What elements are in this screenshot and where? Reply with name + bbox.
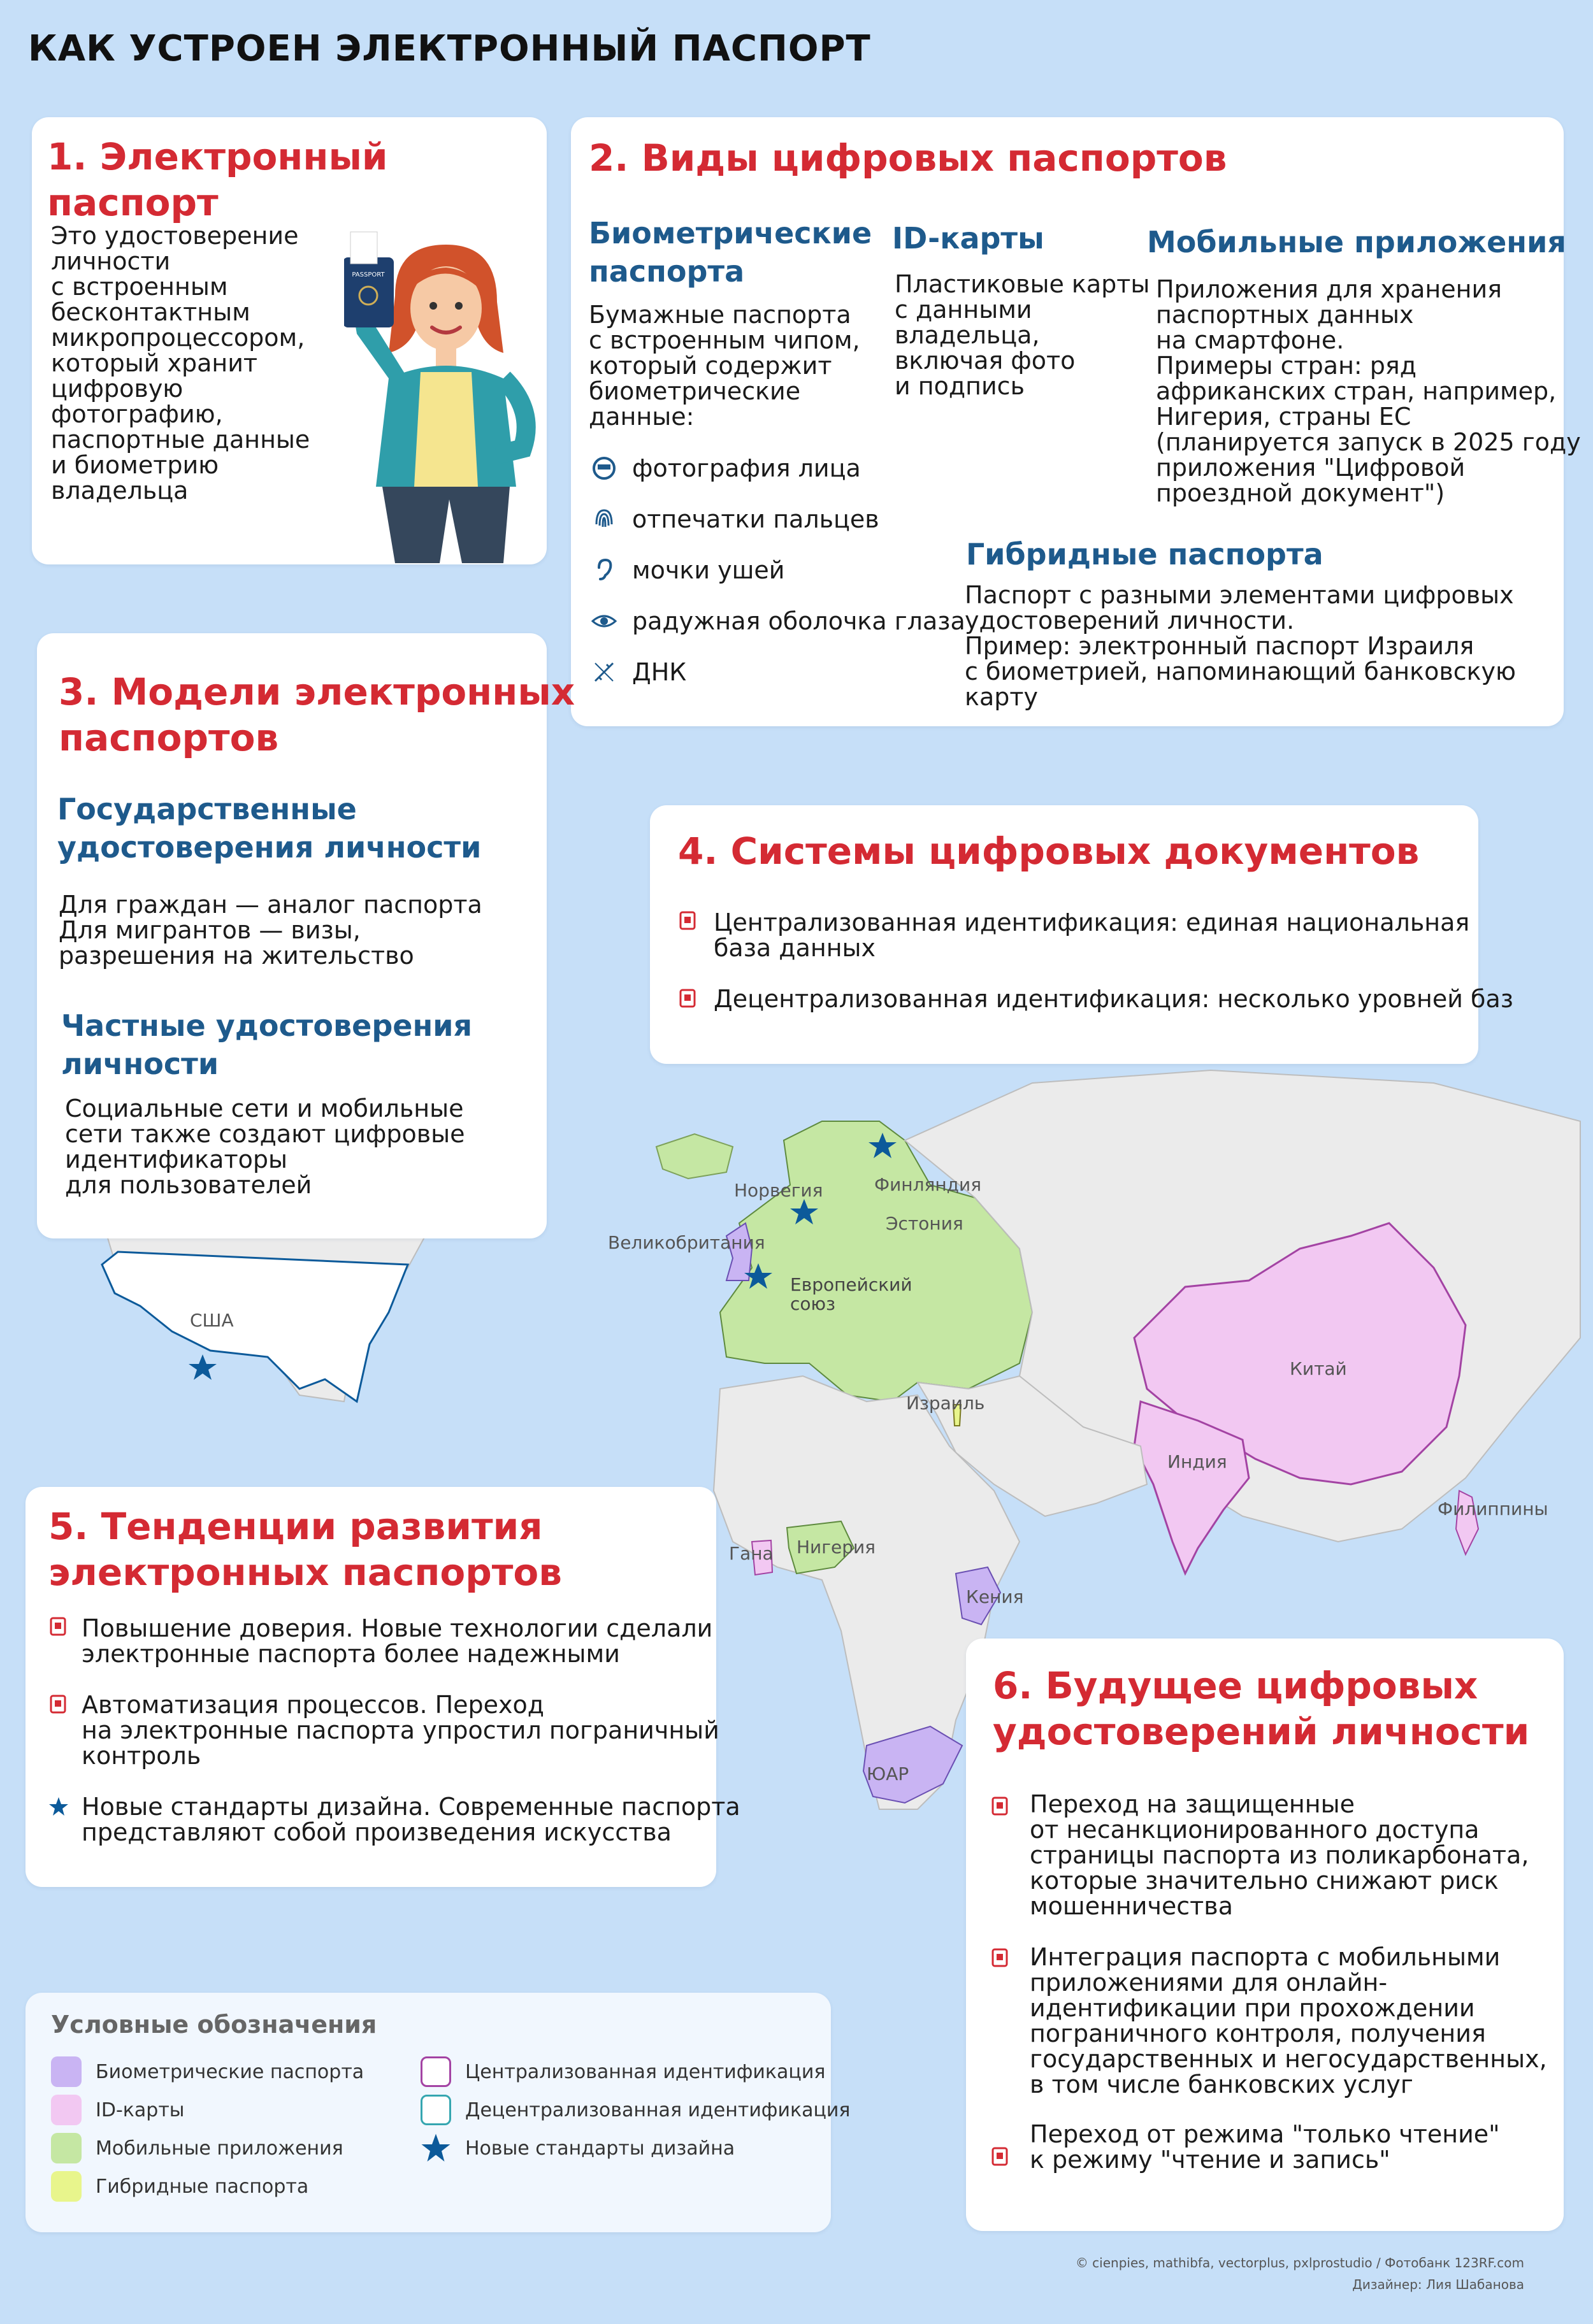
map-label-finland: Финляндия — [874, 1174, 982, 1195]
feature-fingerprint — [591, 503, 879, 535]
map-label-usa: США — [190, 1310, 234, 1331]
section-1-title: 1. Электронный паспорт — [47, 135, 388, 224]
id-cards-title: ID-карты — [892, 221, 1044, 255]
passport-cover-label: PASSPORT — [352, 271, 385, 278]
map-label-philippines: Филиппины — [1438, 1498, 1548, 1519]
map-label-nigeria: Нигерия — [796, 1537, 876, 1558]
map-label-estonia: Эстония — [886, 1213, 963, 1234]
document-icon — [991, 2147, 1008, 2166]
legend-label-id-cards: ID-карты — [96, 2098, 185, 2121]
mobile-apps-text: Приложения для хранения паспортных данных на смартфоне. Примеры стран: ряд африканских стран, например, Нигерия, страны ЕС (планируется запуск в 2025 году приложения "Цифровой проездной документ") — [1156, 275, 1581, 507]
legend-swatch-decentralized — [421, 2095, 451, 2125]
section-5-item-1: Повышение доверия. Новые технологии сделали электронные паспорта более надежными — [82, 1614, 713, 1668]
credit-designer: Дизайнер: Лия Шабанова — [1352, 2277, 1524, 2292]
face-icon — [591, 455, 617, 481]
map-label-china: Китай — [1290, 1358, 1347, 1379]
legend-label-hybrid: Гибридные паспорта — [96, 2175, 309, 2198]
id-cards-text: Пластиковые карты с данными владельца, включая фото и подпись — [895, 270, 1150, 400]
legend-item-decentralized — [421, 2095, 850, 2125]
private-id-title: Частные удостоверения личности — [61, 1008, 472, 1081]
legend-title: Условные обозначения — [51, 2011, 377, 2039]
section-6-title: 6. Будущее цифровых удостоверений личности — [993, 1664, 1530, 1753]
section-6-item-2: Интеграция паспорта с мобильными приложениями для онлайн- идентификации при прохождении пограничного контроля, получения государственных и негосударственных, в том числе банковских услуг — [1030, 1943, 1547, 2098]
legend-swatch-centralized — [421, 2056, 451, 2087]
map-label-india: Индия — [1167, 1451, 1227, 1472]
map-label-ghana: Гана — [729, 1543, 774, 1564]
biometric-passports-text: Бумажные паспорта с встроенным чипом, который содержит биометрические данные: — [589, 301, 860, 431]
map-label-israel: Израиль — [906, 1393, 985, 1414]
section-2-title: 2. Виды цифровых паспортов — [589, 136, 1227, 180]
star-icon — [421, 2133, 451, 2163]
feature-face — [591, 452, 861, 484]
section-1-text: Это удостоверение личности с встроенным бесконтактным микропроцессором, который хранит цифровую фотографию, паспортные данные и биометрию владельца — [51, 222, 310, 505]
document-icon — [679, 911, 696, 930]
section-5-item-3: Новые стандарты дизайна. Современные паспорта представляют собой произведения искусства — [82, 1793, 740, 1846]
credit-images: © cienpies, mathibfa, vectorplus, pxlprostudio / Фотобанк 123RF.com — [1075, 2255, 1524, 2270]
fingerprint-icon — [591, 506, 617, 532]
feature-eye-label: радужная оболочка глаза — [632, 607, 965, 635]
feature-eye — [591, 605, 965, 637]
feature-ear-label: мочки ушей — [632, 556, 785, 584]
legend-item-biometric — [51, 2056, 364, 2087]
legend-label-centralized: Централизованная идентификация — [465, 2060, 826, 2083]
feature-ear — [591, 554, 784, 586]
legend-item-centralized — [421, 2056, 825, 2087]
legend-swatch-biometric — [51, 2056, 82, 2087]
legend-swatch-mobile-apps — [51, 2133, 82, 2163]
biometric-passports-title: Биометрические паспорта — [589, 216, 872, 289]
document-icon — [50, 1695, 66, 1714]
usa-shape — [102, 1252, 408, 1402]
map-label-norway: Норвегия — [734, 1180, 823, 1201]
government-id-text: Для граждан — аналог паспорта Для мигрантов — визы, разрешения на жительство — [59, 891, 482, 970]
feature-dna-label: ДНК — [632, 658, 687, 686]
feature-fingerprint-label: отпечатки пальцев — [632, 505, 879, 533]
legend-label-decentralized: Децентрализованная идентификация — [465, 2098, 851, 2121]
document-icon — [991, 1948, 1008, 1967]
section-6-item-1: Переход на защищенные от несанкционированного доступа страницы паспорта из поликарбоната, которые значительно снижают риск мошенничества — [1030, 1790, 1529, 1920]
section-5-title: 5. Тенденции развития электронных паспортов — [48, 1505, 562, 1594]
hybrid-passports-title: Гибридные паспорта — [966, 537, 1323, 571]
star-icon — [48, 1797, 69, 1817]
dna-icon — [591, 659, 617, 685]
iceland-shape — [656, 1134, 733, 1179]
mobile-apps-title: Мобильные приложения — [1147, 225, 1566, 259]
legend-swatch-hybrid — [51, 2171, 82, 2202]
document-icon — [50, 1617, 66, 1636]
eye-icon — [591, 608, 617, 634]
document-icon — [679, 989, 696, 1008]
page-title: КАК УСТРОЕН ЭЛЕКТРОННЫЙ ПАСПОРТ — [28, 28, 871, 69]
feature-dna — [591, 656, 686, 688]
legend-item-design-standards — [421, 2133, 735, 2163]
section-6-item-3: Переход от режима "только чтение" к режиму "чтение и запись" — [1030, 2120, 1500, 2174]
legend-label-biometric: Биометрические паспорта — [96, 2060, 364, 2083]
section-5-item-2: Автоматизация процессов. Переход на электронные паспорта упростил пограничный контроль — [82, 1691, 719, 1770]
map-label-uk: Великобритания — [608, 1232, 765, 1253]
section-4-item-1: Централизованная идентификация: единая национальная база данных — [714, 908, 1470, 962]
star-usa — [189, 1354, 217, 1380]
document-icon — [991, 1797, 1008, 1816]
legend-label-mobile-apps: Мобильные приложения — [96, 2137, 343, 2160]
section-3-title: 3. Модели электронных паспортов — [59, 670, 575, 759]
legend-label-design-standards: Новые стандарты дизайна — [465, 2137, 735, 2160]
legend-item-hybrid — [51, 2171, 308, 2202]
section-4-item-2: Децентрализованная идентификация: несколько уровней баз — [714, 985, 1513, 1013]
legend-item-mobile-apps — [51, 2133, 343, 2163]
card-electronic-passport — [32, 117, 547, 564]
woman-with-passport-illustration — [344, 219, 548, 563]
ear-icon — [591, 557, 617, 583]
map-label-eu: Европейский союз — [790, 1274, 912, 1314]
section-4-title: 4. Системы цифровых документов — [678, 829, 1420, 873]
legend-swatch-id-cards — [51, 2095, 82, 2125]
hybrid-passports-text: Паспорт с разными элементами цифровых удостоверений личности. Пример: электронный паспорт Израиля с биометрией, напоминающий банковскую карту — [965, 581, 1517, 711]
government-id-title: Государственные удостоверения личности — [57, 792, 482, 864]
map-label-kenya: Кения — [966, 1586, 1024, 1607]
map-label-south-africa: ЮАР — [867, 1763, 909, 1784]
legend-item-id-cards — [51, 2095, 184, 2125]
feature-face-label: фотография лица — [632, 454, 861, 482]
private-id-text: Социальные сети и мобильные сети также создают цифровые идентификаторы для пользователей — [65, 1094, 465, 1199]
